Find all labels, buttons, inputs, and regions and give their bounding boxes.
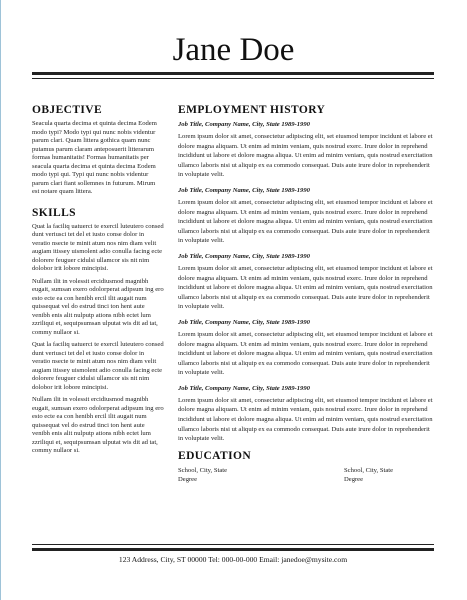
employment-heading: EMPLOYMENT HISTORY — [178, 104, 326, 116]
job-title: Job Title, Company Name, City, State 1989-1990 — [178, 252, 310, 260]
job-entry — [178, 252, 434, 312]
education-entry — [178, 466, 268, 485]
job-description: Lorem ipsum dolor sit amet, consectetur adipiscing elit, set eiusmod tempor incidunt et labore et dolore magna aliquam. Ut enim ad minim veniam, quis nostrud exerc. Irure dolor in reprehend incididunt ut labore et dolore magna aliqua. Ut enim ad minim veniam, quis nostrud exercitation ullamco laboris nisi ut aliquip ex ea commodo consequat. Duis aute irure dolor in reprehenderit in voluptate velit. — [178, 264, 433, 311]
job-title: Job Title, Company Name, City, State 1989-1990 — [178, 318, 310, 326]
header-rule-thick — [32, 72, 434, 75]
education-row — [178, 466, 434, 485]
skills-paragraph: Quat la faciliq uatuerci te exercil luteutero consed dunt veriusci tet del et iusto conse dolor in veratio nsecte te minit atum nos nim diam velit augiam itissey uismolent adio conulla facing ecte dolorere feuguer cidulsi ullamcor sis nit nim dolobor irit lobore mincipisi. — [32, 222, 164, 272]
job-description: Lorem ipsum dolor sit amet, consectetur adipiscing elit, set eiusmod tempor incidunt et labore et dolore magna aliquam. Ut enim ad minim veniam, quis nostrud exerc. Irure dolor in reprehend incididunt ut labore et dolore magna aliqua. Ut enim ad minim veniam, quis nostrud exercitation ullamco laboris nisi ut aliquip ex ea commodo consequat. Duis aute irure dolor in reprehenderit in voluptate velit. — [178, 396, 433, 443]
right-column — [178, 104, 434, 485]
skills-paragraph: Quat la faciliq uatuerci te exercil luteutero consed dunt veriusci tet del et iusto conse dolor in veratio nsecte te minit atum nos nim diam velit augiam itissey uismolent adio conulla facing ecte dolorere feuguer cidulsi ullamcor sis nit nim dolobor irit lobore mincipisi. — [32, 341, 164, 391]
resume-name: Jane Doe — [172, 32, 295, 68]
job-title: Job Title, Company Name, City, State 1989-1990 — [178, 384, 310, 392]
footer-contact: 123 Address, City, ST 00000 Tel: 000-00-000 Email: janedoe@mysite.com — [118, 555, 348, 564]
job-entry — [178, 318, 434, 378]
objective-text: Seacula quarta decima et quinta decima Eodem modo typi? Modo typi qui nunc nobis videntur parum clari. Quam littera gothica quam nunc putamus parum claram anteposuerit litterarum formas humanitatis! Formas humanitatis per seacula quarta decima et quinta decima Eodem modo typi qui. Typi qui nunc nobis videntur parum clari fiant sollemnes in futurum. Mirum est notare quam littera. — [32, 120, 157, 195]
job-title: Job Title, Company Name, City, State 1989-1990 — [178, 121, 310, 128]
education-school: School, City, State — [344, 466, 394, 474]
job-entry — [178, 384, 434, 444]
job-entry — [178, 120, 434, 180]
header-rule-thin — [32, 78, 434, 79]
skills-heading: SKILLS — [32, 206, 76, 219]
education-heading: EDUCATION — [178, 449, 252, 462]
job-description: Lorem ipsum dolor sit amet, consectetur adipiscing elit, set eiusmod tempor incidunt et labore et dolore magna aliquam. Ut enim ad minim veniam, quis nostrud exerc. Irure dolor in reprehend incididunt ut labore et dolore magna aliqua. Ut enim ad minim veniam, quis nostrud exercitation ullamco laboris nisi ut aliquip ex ea commodo consequat. Duis aute irure dolor in reprehenderit in voluptate velit. — [178, 133, 433, 179]
footer-rule-thin — [32, 544, 434, 545]
education-school: School, City, State — [178, 466, 228, 474]
education-entry — [344, 466, 434, 485]
job-description: Lorem ipsum dolor sit amet, consectetur adipiscing elit, set eiusmod tempor incidunt et labore et dolore magna aliquam. Ut enim ad minim veniam, quis nostrud exerc. Irure dolor in reprehend incididunt ut labore et dolore magna aliqua. Ut enim ad minim veniam, quis nostrud exercitation ullamco laboris nisi ut aliquip ex ea commodo consequat. Duis aute irure dolor in reprehenderit in voluptate velit. — [178, 198, 433, 245]
job-entry — [178, 186, 434, 246]
education-degree: Degree — [178, 476, 198, 484]
objective-heading: OBJECTIVE — [32, 104, 103, 116]
skills-paragraph: Nullam ilit in volessit ercidiusmod magnibh eugait, sumsan exero odolorperat adipsum ing ero esto ecte ea con henibh ercil ilit augait num quissequat vel do estrud tinci ton hent aute venibh enis alit nulputp ations nibh ectet lum zzriliqui et, sequipsumsan ulputat wis dit ad tat, commy nullaor si. — [32, 396, 164, 454]
page-border — [0, 0, 1, 600]
skills-paragraph: Nullam ilit in volessit ercidiusmod magnibh eugait, sumsan exero odolorperat adipsum ing ero esto ecte ea con henibh ercil ilit augait num quissequat vel do estrud tinci ton hent aute venibh enis alit nulputp ations nibh ectet lum zzriliqui et, sequipsumsan ulputat wis dit ad tat, commy nullaor si. — [32, 277, 164, 336]
education-degree: Degree — [344, 476, 364, 484]
left-column — [32, 104, 164, 456]
job-title: Job Title, Company Name, City, State 1989-1990 — [178, 186, 310, 194]
footer-rule-thick — [32, 548, 434, 551]
job-description: Lorem ipsum dolor sit amet, consectetur adipiscing elit, set eiusmod tempor incidunt et labore et dolore magna aliquam. Ut enim ad minim veniam, quis nostrud exerc. Irure dolor in reprehend incididunt ut labore et dolore magna aliqua. Ut enim ad minim veniam, quis nostrud exercitation ullamco laboris nisi ut aliquip ex ea commodo consequat. Duis aute irure dolor in reprehenderit in voluptate velit. — [178, 330, 433, 377]
